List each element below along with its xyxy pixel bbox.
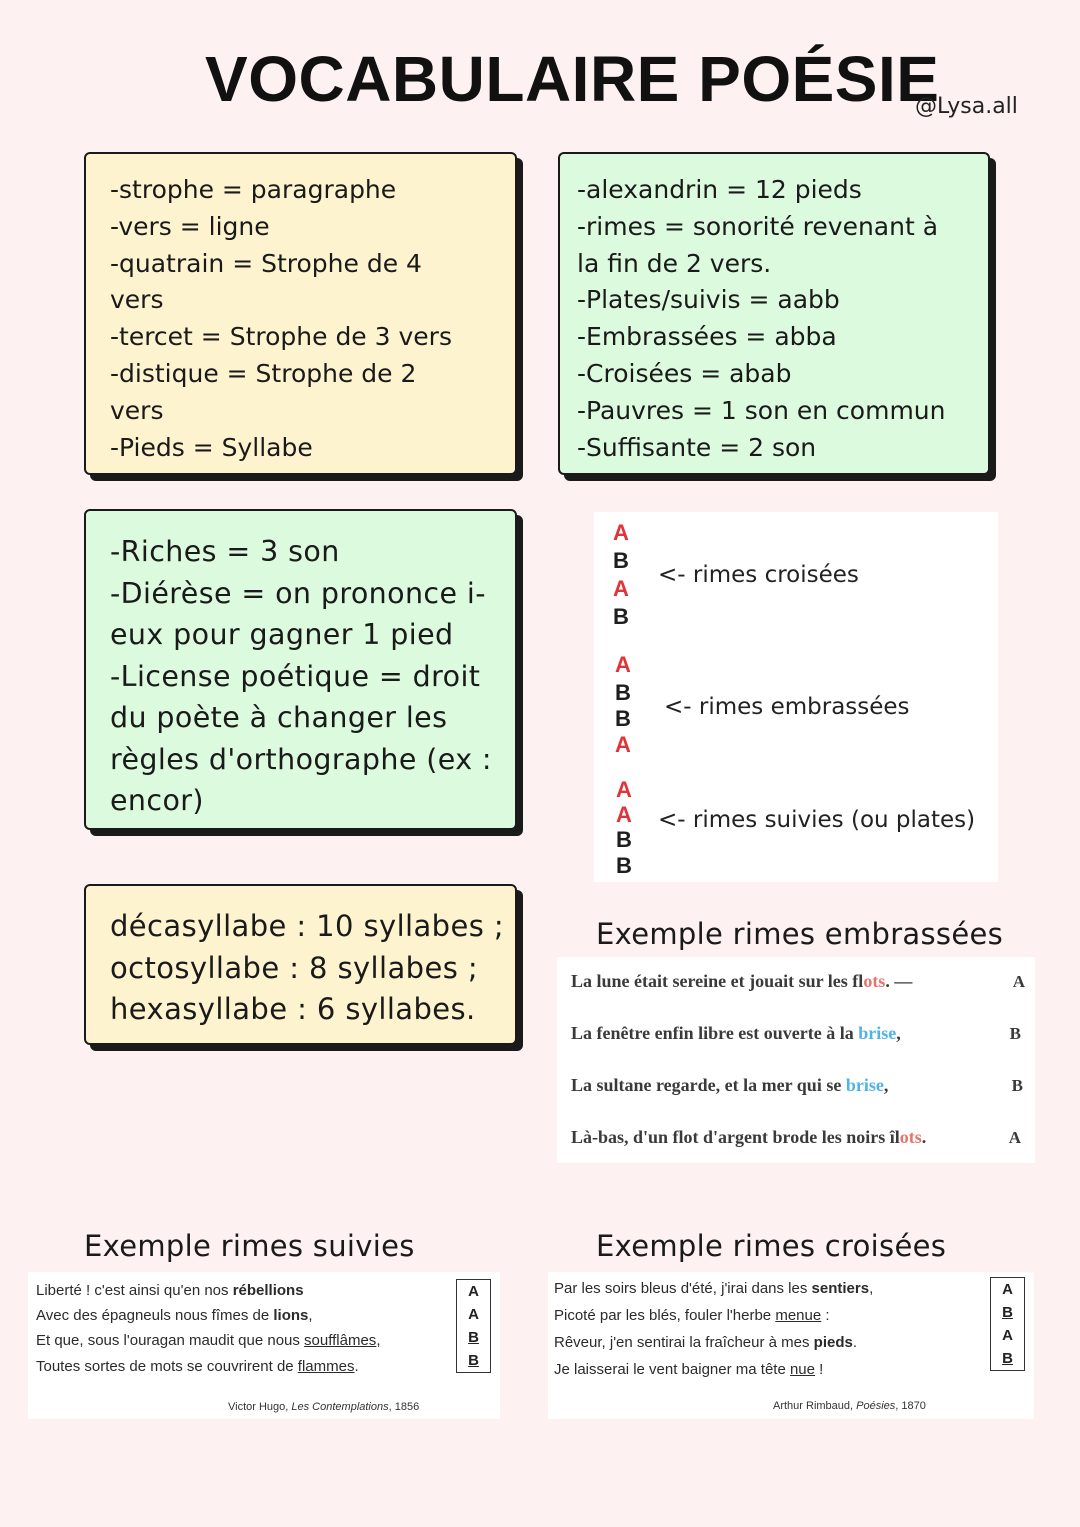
- scheme-letter: B: [615, 706, 631, 731]
- heading-example-embrassees: Exemple rimes embrassées: [596, 917, 1004, 951]
- poem-line: Là-bas, d'un flot d'argent brode les noirs îlots.: [571, 1127, 927, 1147]
- scheme-letter: A: [616, 777, 632, 802]
- rhyme-key: B: [1002, 1304, 1013, 1321]
- scheme-letter: A: [615, 652, 631, 677]
- rhyme-key: A: [1002, 1281, 1013, 1298]
- heading-example-suivies: Exemple rimes suivies: [84, 1229, 415, 1263]
- poem-line: Picoté par les blés, fouler l'herbe menue :: [554, 1307, 830, 1324]
- example-suivies-box: [28, 1272, 500, 1419]
- vocab-card-syllables: [84, 884, 517, 1045]
- card-line: -Embrassées = abba: [577, 322, 837, 352]
- poem-line: Par les soirs bleus d'été, j'irai dans les sentiers,: [554, 1280, 874, 1297]
- poem-line: Rêveur, j'en sentirai la fraîcheur à mes pieds.: [554, 1334, 858, 1351]
- rhyme-key: B: [1009, 1024, 1021, 1043]
- poem-line: Avec des épagneuls nous fîmes de lions,: [36, 1307, 313, 1324]
- rhyme-key: B: [1011, 1076, 1023, 1095]
- vocab-card-definitions: [84, 152, 517, 475]
- vocab-card-rimes: [558, 152, 990, 475]
- example-embrassees-box: [557, 957, 1035, 1163]
- rhyme-key: A: [468, 1306, 479, 1323]
- poem-line: Et que, sous l'ouragan maudit que nous soufflâmes,: [36, 1332, 381, 1349]
- card-line: -Plates/suivis = aabb: [577, 285, 840, 315]
- card-line: -Pieds = Syllabe: [110, 432, 313, 462]
- card-line: -rimes = sonorité revenant à: [577, 211, 939, 241]
- author-handle: @Lysa.all: [915, 94, 1018, 119]
- card-line: règles d'orthographe (ex :: [110, 742, 492, 776]
- card-line: -Pauvres = 1 son en commun: [577, 395, 946, 425]
- example-croisees-box: [548, 1272, 1034, 1419]
- card-line: -Suffisante = 2 son: [577, 432, 817, 462]
- rhyme-key: B: [468, 1329, 479, 1346]
- rhyme-key-box: [990, 1277, 1025, 1371]
- poem-line: La lune était sereine et jouait sur les flots. —: [571, 971, 913, 991]
- scheme-letter: B: [615, 680, 631, 705]
- scheme-letter: A: [615, 732, 631, 757]
- scheme-letter: B: [616, 853, 632, 878]
- rhyme-scheme-diagram: [594, 512, 998, 882]
- poem-line: Liberté ! c'est ainsi qu'en nos rébellions: [36, 1282, 304, 1299]
- card-line: vers: [110, 285, 164, 315]
- card-line: -Croisées = abab: [577, 358, 792, 388]
- card-line: eux pour gagner 1 pied: [110, 618, 454, 651]
- card-line: -strophe = paragraphe: [110, 175, 397, 204]
- card-line: octosyllabe : 8 syllabes ;: [110, 950, 478, 985]
- card-line: -Diérèse = on prononce i-: [110, 576, 486, 610]
- rhyme-key: A: [1002, 1327, 1013, 1344]
- card-line: -alexandrin = 12 pieds: [577, 175, 862, 204]
- card-line: -quatrain = Strophe de 4: [110, 248, 422, 278]
- rhyme-key: B: [1002, 1350, 1013, 1367]
- rhyme-key: B: [468, 1352, 479, 1369]
- card-line: la fin de 2 vers.: [577, 248, 772, 278]
- scheme-letter: A: [613, 576, 629, 601]
- rhyme-key: A: [1008, 1128, 1021, 1147]
- scheme-letter: B: [613, 548, 629, 573]
- poem-credit: Arthur Rimbaud, Poésies, 1870: [773, 1400, 926, 1412]
- card-line: -tercet = Strophe de 3 vers: [110, 322, 452, 352]
- card-line: -distique = Strophe de 2: [110, 358, 417, 388]
- poem-line: La sultane regarde, et la mer qui se brise,: [571, 1075, 889, 1095]
- scheme-label-suivies: <- rimes suivies (ou plates): [658, 807, 976, 833]
- rhyme-key-box: [456, 1279, 491, 1373]
- card-line: vers: [110, 395, 164, 425]
- poem-credit: Victor Hugo, Les Contemplations, 1856: [228, 1401, 420, 1413]
- poem-line: Toutes sortes de mots se couvrirent de flammes.: [36, 1358, 359, 1375]
- scheme-letter: A: [616, 802, 632, 827]
- card-line: -Riches = 3 son: [110, 535, 340, 568]
- poem-line: Je laisserai le vent baigner ma tête nue !: [554, 1361, 824, 1378]
- card-line: décasyllabe : 10 syllabes ;: [110, 909, 505, 943]
- card-line: -vers = ligne: [110, 211, 270, 241]
- card-line: hexasyllabe : 6 syllabes.: [110, 992, 476, 1026]
- rhyme-key: A: [468, 1283, 479, 1300]
- card-line: encor): [110, 784, 204, 817]
- scheme-letter: B: [616, 827, 632, 852]
- scheme-label-croisees: <- rimes croisées: [658, 562, 859, 588]
- page-title: VOCABULAIRE POÉSIE: [205, 43, 940, 115]
- card-line: -License poétique = droit: [110, 659, 481, 693]
- scheme-letter: A: [613, 520, 629, 545]
- card-line: du poète à changer les: [110, 701, 448, 734]
- scheme-label-embrassees: <- rimes embrassées: [664, 694, 910, 720]
- rhyme-key: A: [1012, 972, 1025, 991]
- scheme-letter: B: [613, 604, 629, 629]
- heading-example-croisees: Exemple rimes croisées: [596, 1229, 947, 1263]
- vocab-card-figures: [84, 509, 517, 830]
- poem-line: La fenêtre enfin libre est ouverte à la brise,: [571, 1023, 901, 1043]
